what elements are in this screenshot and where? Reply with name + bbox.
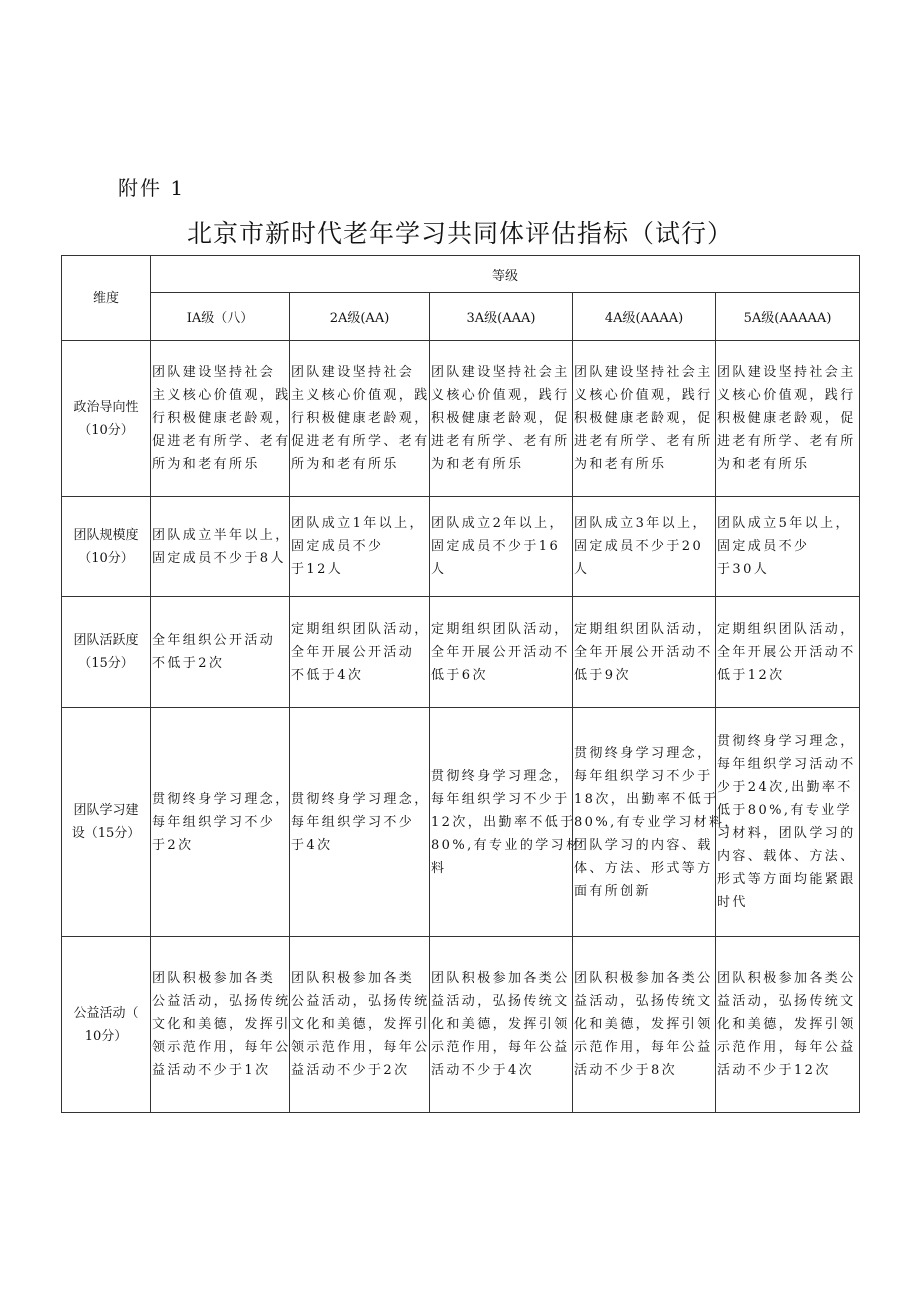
criteria-cell: 团队成立1年以上， 固定成员不少 于12人 — [290, 497, 430, 597]
criteria-cell: 贯彻终身学习理念， 每年组织学习不少于 18次，出勤率不低于 80%,有专业学习材料， 团队学习的内容、载 体、方法、形式等方 面有所创新 — [573, 708, 716, 937]
criteria-cell: 团队成立3年以上， 固定成员不少于20 人 — [573, 497, 716, 597]
criteria-cell: 团队积极参加各类公 益活动，弘扬传统文 化和美德，发挥引领 示范作用，每年公益 活动不少于8次 — [573, 937, 716, 1113]
table-row — [62, 341, 860, 497]
criteria-cell: 贯彻终身学习理念， 每年组织学习活动不 少于24次,出勤率不 低于80%,有专业学 习材料，团队学习的 内容、载体、方法、 形式等方面均能紧跟 时代 — [716, 708, 860, 937]
level-header: IA级（八） — [151, 293, 290, 341]
criteria-cell: 团队积极参加各类 公益活动，弘扬传统 文化和美德，发挥引 领示范作用，每年公 益活动不少于1次 — [151, 937, 290, 1113]
evaluation-table — [61, 255, 860, 1113]
criteria-cell: 团队建设坚持社会主 义核心价值观，践行 积极健康老龄观，促 进老有所学、老有所 为和老有所乐 — [430, 341, 573, 497]
dimension-cell: 团队活跃度 （15分） — [62, 597, 151, 708]
criteria-cell: 贯彻终身学习理念， 每年组织学习不少 于4次 — [290, 708, 430, 937]
criteria-cell: 团队积极参加各类公 益活动，弘扬传统文 化和美德，发挥引领 示范作用，每年公益 活动不少于12次 — [716, 937, 860, 1113]
criteria-cell: 贯彻终身学习理念， 每年组织学习不少于 12次，出勤率不低于 80%,有专业的学习材 料 — [430, 708, 573, 937]
dimension-cell: 团队学习建 设（15分） — [62, 708, 151, 937]
grade-header: 等级 — [151, 256, 860, 293]
table-row — [62, 497, 860, 597]
criteria-cell: 团队建设坚持社会 主义核心价值观，践 行积极健康老龄观， 促进老有所学、老有 所为和老有所乐 — [151, 341, 290, 497]
criteria-cell: 定期组织团队活动， 全年开展公开活动不 低于6次 — [430, 597, 573, 708]
criteria-cell: 定期组织团队活动， 全年开展公开活动不 低于9次 — [573, 597, 716, 708]
criteria-cell: 全年组织公开活动 不低于2次 — [151, 597, 290, 708]
criteria-cell: 团队建设坚持社会主 义核心价值观，践行 积极健康老龄观，促 进老有所学、老有所 为和老有所乐 — [716, 341, 860, 497]
criteria-cell: 团队积极参加各类 公益活动，弘扬传统 文化和美德，发挥引 领示范作用，每年公 益活动不少于2次 — [290, 937, 430, 1113]
dimension-cell: 政治导向性 （10分） — [62, 341, 151, 497]
level-header: 5A级(AAAAA) — [716, 293, 860, 341]
criteria-cell: 团队建设坚持社会主 义核心价值观，践行 积极健康老龄观，促 进老有所学、老有所 为和老有所乐 — [573, 341, 716, 497]
criteria-cell: 团队积极参加各类公 益活动，弘扬传统文 化和美德，发挥引领 示范作用，每年公益 活动不少于4次 — [430, 937, 573, 1113]
document-title: 北京市新时代老年学习共同体评估指标（试行） — [186, 219, 733, 248]
dimension-cell: 团队规模度 （10分） — [62, 497, 151, 597]
dimension-cell: 公益活动（ 10分） — [62, 937, 151, 1113]
level-header: 2A级(AA) — [290, 293, 430, 341]
criteria-cell: 团队成立5年以上， 固定成员不少 于30人 — [716, 497, 860, 597]
criteria-cell: 定期组织团队活动， 全年开展公开活动 不低于4次 — [290, 597, 430, 708]
criteria-cell: 贯彻终身学习理念， 每年组织学习不少 于2次 — [151, 708, 290, 937]
criteria-cell: 定期组织团队活动， 全年开展公开活动不 低于12次 — [716, 597, 860, 708]
criteria-cell: 团队成立2年以上， 固定成员不少于16 人 — [430, 497, 573, 597]
table-row — [62, 937, 860, 1113]
attachment-label: 附件 1 — [118, 176, 186, 200]
criteria-cell: 团队建设坚持社会 主义核心价值观，践 行积极健康老龄观， 促进老有所学、老有 所为和老有所乐 — [290, 341, 430, 497]
level-header: 3A级(AAA) — [430, 293, 573, 341]
table-row — [62, 708, 860, 937]
table-row — [62, 597, 860, 708]
criteria-cell: 团队成立半年以上， 固定成员不少于8人 — [151, 497, 290, 597]
level-header: 4A级(AAAA) — [573, 293, 716, 341]
dimension-header: 维度 — [62, 256, 151, 341]
